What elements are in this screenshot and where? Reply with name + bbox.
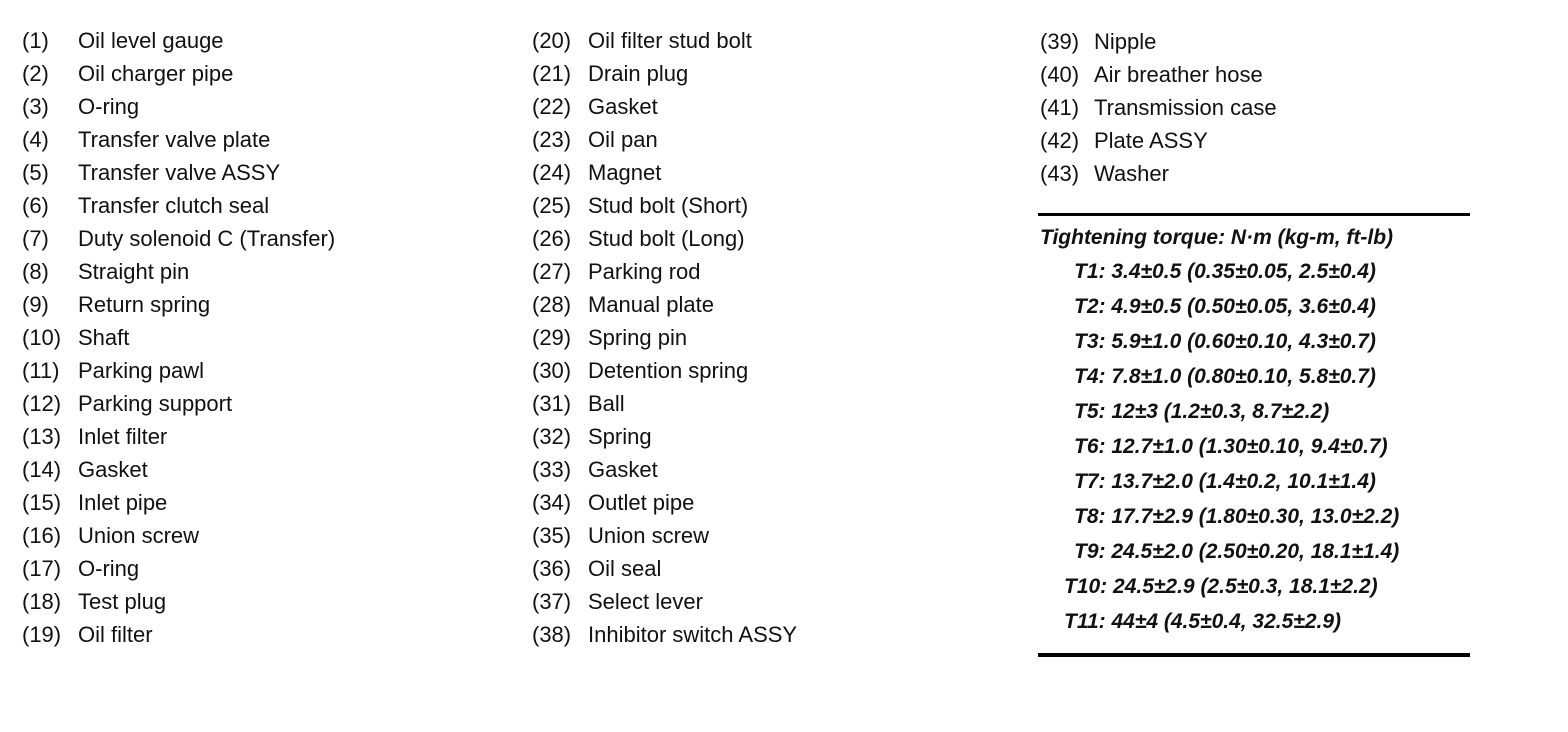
- part-number: (20): [532, 28, 572, 53]
- parts-list-item: [1040, 91, 1277, 124]
- parts-list-item: [532, 288, 714, 321]
- part-label: Air breather hose: [1094, 62, 1263, 87]
- part-label: Test plug: [78, 589, 167, 614]
- torque-spec-row: T10: 24.5±2.9 (2.5±0.3, 18.1±2.2): [1064, 575, 1378, 598]
- part-number: (15): [22, 490, 62, 515]
- part-label: O-ring: [78, 94, 140, 119]
- part-number: (10): [22, 325, 62, 350]
- parts-list-item: [532, 156, 662, 189]
- parts-list-item: [532, 57, 689, 90]
- parts-list-item: [22, 486, 168, 519]
- torque-spec-row: T11: 44±4 (4.5±0.4, 32.5±2.9): [1064, 610, 1342, 633]
- parts-list-item: [532, 189, 749, 222]
- part-number: (41): [1040, 95, 1080, 120]
- parts-list-item: [22, 156, 281, 189]
- parts-list-item: [22, 321, 130, 354]
- parts-list-item: [22, 387, 233, 420]
- parts-list-column-1: [22, 24, 336, 651]
- parts-list-item: [22, 123, 271, 156]
- part-label: Transfer clutch seal: [78, 193, 270, 218]
- part-number: (32): [532, 424, 572, 449]
- torque-spec-row: T8: 17.7±2.9 (1.80±0.30, 13.0±2.2): [1074, 505, 1400, 528]
- torque-top-rule: [1038, 213, 1470, 216]
- parts-list-item: [532, 321, 688, 354]
- part-label: Washer: [1094, 161, 1169, 186]
- part-number: (24): [532, 160, 572, 185]
- part-number: (5): [22, 160, 49, 185]
- part-label: Transfer valve ASSY: [78, 160, 281, 185]
- parts-list-item: [22, 552, 140, 585]
- part-label: Return spring: [78, 292, 211, 317]
- part-label: Select lever: [588, 589, 703, 614]
- part-label: Inlet filter: [78, 424, 168, 449]
- torque-spec-row: T1: 3.4±0.5 (0.35±0.05, 2.5±0.4): [1074, 260, 1376, 283]
- part-number: (43): [1040, 161, 1080, 186]
- part-label: Spring pin: [588, 325, 688, 350]
- part-number: (29): [532, 325, 572, 350]
- part-number: (6): [22, 193, 49, 218]
- part-label: Nipple: [1094, 29, 1157, 54]
- part-number: (31): [532, 391, 572, 416]
- parts-list-column-2: [532, 24, 798, 651]
- part-number: (14): [22, 457, 62, 482]
- parts-list-item: [532, 585, 703, 618]
- part-label: O-ring: [78, 556, 140, 581]
- part-number: (37): [532, 589, 572, 614]
- part-label: Oil charger pipe: [78, 61, 234, 86]
- part-number: (28): [532, 292, 572, 317]
- part-number: (3): [22, 94, 49, 119]
- part-label: Inlet pipe: [78, 490, 168, 515]
- part-number: (12): [22, 391, 62, 416]
- parts-list-item: [22, 222, 336, 255]
- parts-list-item: [1040, 58, 1263, 91]
- torque-spec-row: T2: 4.9±0.5 (0.50±0.05, 3.6±0.4): [1074, 295, 1376, 318]
- part-number: (17): [22, 556, 62, 581]
- torque-spec-row: T4: 7.8±1.0 (0.80±0.10, 5.8±0.7): [1074, 365, 1376, 388]
- parts-list-item: [532, 387, 625, 420]
- part-number: (27): [532, 259, 572, 284]
- part-label: Gasket: [588, 94, 658, 119]
- torque-spec-row: T6: 12.7±1.0 (1.30±0.10, 9.4±0.7): [1074, 435, 1388, 458]
- torque-title: Tightening torque: N·m (kg-m, ft-lb): [1040, 226, 1394, 249]
- part-number: (42): [1040, 128, 1080, 153]
- part-label: Duty solenoid C (Transfer): [78, 226, 336, 251]
- part-label: Stud bolt (Short): [588, 193, 749, 218]
- part-label: Union screw: [78, 523, 200, 548]
- parts-list-item: [22, 420, 168, 453]
- part-number: (25): [532, 193, 572, 218]
- parts-list-item: [22, 255, 190, 288]
- part-number: (23): [532, 127, 572, 152]
- parts-list-item: [22, 354, 204, 387]
- part-label: Gasket: [78, 457, 148, 482]
- parts-list-item: [22, 585, 167, 618]
- parts-list-item: [22, 519, 200, 552]
- parts-list-item: [22, 618, 153, 651]
- part-number: (13): [22, 424, 62, 449]
- part-number: (35): [532, 523, 572, 548]
- part-label: Manual plate: [588, 292, 714, 317]
- torque-spec-row: T5: 12±3 (1.2±0.3, 8.7±2.2): [1074, 400, 1330, 423]
- part-number: (21): [532, 61, 572, 86]
- parts-list-item: [532, 255, 701, 288]
- parts-list-item: [1040, 124, 1208, 157]
- part-label: Parking pawl: [78, 358, 204, 383]
- part-label: Spring: [588, 424, 652, 449]
- part-number: (9): [22, 292, 49, 317]
- part-label: Straight pin: [78, 259, 190, 284]
- part-label: Oil filter: [78, 622, 153, 647]
- part-number: (39): [1040, 29, 1080, 54]
- part-number: (4): [22, 127, 49, 152]
- parts-list-item: [532, 618, 798, 651]
- part-number: (1): [22, 28, 49, 53]
- part-label: Plate ASSY: [1094, 128, 1208, 153]
- part-label: Outlet pipe: [588, 490, 695, 515]
- torque-spec-row: T9: 24.5±2.0 (2.50±0.20, 18.1±1.4): [1074, 540, 1400, 563]
- part-number: (2): [22, 61, 49, 86]
- parts-list-item: [532, 90, 658, 123]
- part-number: (16): [22, 523, 62, 548]
- part-label: Detention spring: [588, 358, 749, 383]
- parts-list-item: [1040, 25, 1157, 58]
- part-number: (26): [532, 226, 572, 251]
- part-number: (34): [532, 490, 572, 515]
- parts-list-item: [1040, 157, 1169, 190]
- part-label: Oil seal: [588, 556, 662, 581]
- part-label: Shaft: [78, 325, 130, 350]
- part-label: Transmission case: [1094, 95, 1277, 120]
- part-number: (30): [532, 358, 572, 383]
- parts-list-item: [532, 519, 710, 552]
- part-label: Oil pan: [588, 127, 658, 152]
- part-number: (8): [22, 259, 49, 284]
- part-number: (36): [532, 556, 572, 581]
- part-label: Inhibitor switch ASSY: [588, 622, 798, 647]
- parts-list-item: [532, 486, 695, 519]
- torque-rows: [1040, 254, 1480, 639]
- part-number: (19): [22, 622, 62, 647]
- part-label: Gasket: [588, 457, 658, 482]
- torque-bottom-rule: [1038, 653, 1470, 657]
- part-number: (38): [532, 622, 572, 647]
- parts-list-item: [532, 552, 662, 585]
- parts-list-item: [22, 453, 148, 486]
- torque-spec-row: T7: 13.7±2.0 (1.4±0.2, 10.1±1.4): [1074, 470, 1376, 493]
- part-number: (11): [22, 358, 60, 383]
- parts-list-item: [532, 123, 658, 156]
- part-number: (33): [532, 457, 572, 482]
- part-label: Oil filter stud bolt: [588, 28, 752, 53]
- part-number: (18): [22, 589, 62, 614]
- part-number: (22): [532, 94, 572, 119]
- parts-list-item: [22, 288, 211, 321]
- parts-list-item: [22, 24, 224, 57]
- part-label: Parking support: [78, 391, 233, 416]
- parts-list-item: [532, 354, 749, 387]
- part-label: Magnet: [588, 160, 662, 185]
- parts-list-column-3: [1040, 25, 1277, 190]
- parts-list-item: [532, 420, 652, 453]
- parts-list-item: [532, 453, 658, 486]
- part-number: (7): [22, 226, 49, 251]
- parts-list-item: [22, 90, 140, 123]
- part-label: Transfer valve plate: [78, 127, 271, 152]
- part-label: Oil level gauge: [78, 28, 224, 53]
- parts-list-item: [532, 222, 745, 255]
- part-label: Parking rod: [588, 259, 701, 284]
- torque-table: [1040, 221, 1480, 639]
- parts-list-item: [22, 57, 234, 90]
- parts-list-item: [532, 24, 752, 57]
- part-number: (40): [1040, 62, 1080, 87]
- part-label: Ball: [588, 391, 625, 416]
- part-label: Stud bolt (Long): [588, 226, 745, 251]
- part-label: Drain plug: [588, 61, 689, 86]
- part-label: Union screw: [588, 523, 710, 548]
- parts-list-item: [22, 189, 270, 222]
- torque-spec-row: T3: 5.9±1.0 (0.60±0.10, 4.3±0.7): [1074, 330, 1376, 353]
